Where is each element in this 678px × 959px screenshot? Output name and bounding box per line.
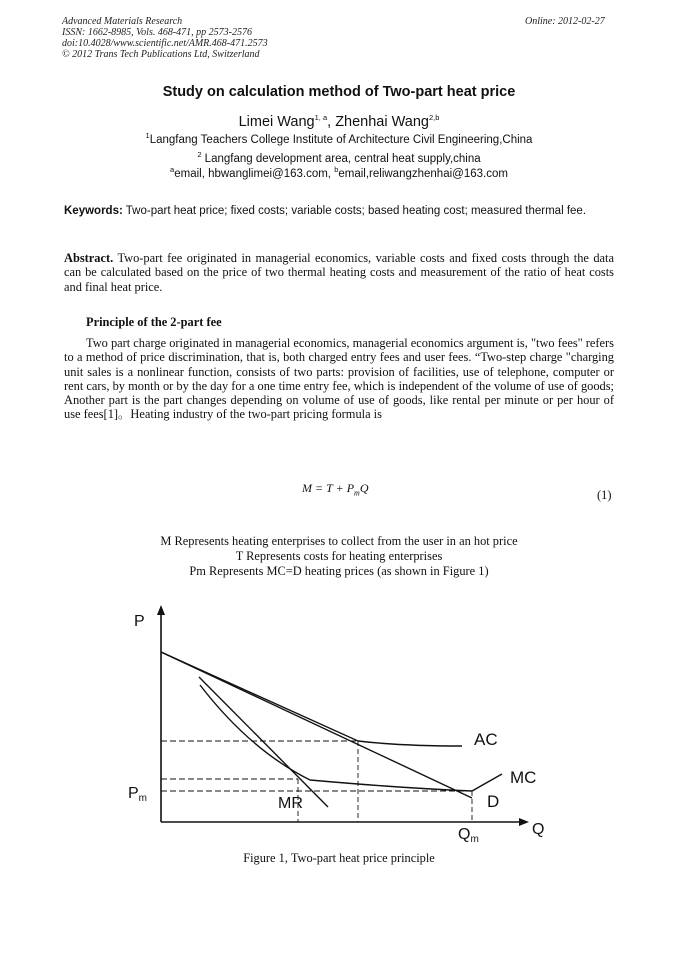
figure-chart [100,600,570,850]
affiliation-1-text: Langfang Teachers College Institute of Architecture Civil Engineering,China [149,134,533,146]
definition-m: M Represents heating enterprises to collect from the user in an hot price [160,534,518,548]
keywords [64,205,614,218]
section-heading: Principle of the 2-part fee [86,315,222,329]
d-line [161,652,472,798]
email-a-sup: a [170,165,175,175]
section-body: Two part charge originated in managerial economics, managerial economics argument is, "two fees" refers to a method of price discrimination, that is, both charged entry fees and user fees. “Two-step charge "charging unit sales is a nonlinear function, consists of two parts: provision of facilities, use of telephone, computer or rent cars, by month or by the day for a one time entry fee, which is independent of the volume of use of goods; Another part is the part changes depending on volume of use of goods, like rental per minute or per hour of use fees[1]。Heating industry of the two-part pricing formula is [64,336,614,422]
author-1: Limei Wang [238,114,315,130]
definition-pm: Pm Represents MC=D heating prices (as shown in Figure 1) [189,564,489,578]
author-2: Zhenhai Wang [335,114,429,130]
online-date: Online: 2012-02-27 [525,16,605,27]
y-axis-arrow-icon [157,605,165,615]
email-a: email, hbwanglimei@163.com, [174,168,335,180]
affiliation-2-text: Langfang development area, central heat supply,china [201,153,481,165]
email-b-sup: b [334,165,339,175]
pm-label-sub: m [138,793,148,804]
mc-label: MC [510,768,537,787]
formula-eq: = [312,481,327,495]
x-axis-label: Q [532,821,545,838]
formula-plus: + [332,481,347,495]
abstract-label: Abstract. [64,251,114,265]
formula-p: P [346,481,355,495]
formula [302,481,368,497]
qm-label [458,826,479,845]
formula-lhs: M [302,481,312,495]
pm-label-base: P [128,785,139,802]
formula-number: (1) [597,488,612,502]
email-line [0,165,678,180]
pm-label [128,785,147,804]
doi-line: doi:10.4028/www.scientific.net/AMR.468-471.2573 [62,38,268,49]
qm-label-base: Q [458,826,471,843]
author-2-sup: 2,b [428,113,440,123]
keywords-text: Two-part heat price; fixed costs; variable costs; based heating cost; measured thermal fee. [122,205,587,217]
ac-label: AC [474,730,498,749]
affiliation-1 [0,131,678,146]
affiliation-2-sup: 2 [197,150,202,160]
mr-line [199,677,328,807]
x-axis-arrow-icon [519,818,529,826]
affiliation-2 [0,150,678,165]
paper-title: Study on calculation method of Two-part heat price [162,84,516,100]
journal-name: Advanced Materials Research [62,16,183,27]
qm-label-sub: m [470,834,479,845]
formula-t: T [326,481,333,495]
d-label: D [487,792,500,811]
y-axis-label: P [134,613,145,630]
author-separator: , [327,114,336,130]
keywords-label: Keywords: [64,205,123,217]
issn-line: ISSN: 1662-8985, Vols. 468-471, pp 2573-2576 [62,27,252,38]
formula-p-sub: m [354,488,360,498]
abstract [64,251,614,294]
copyright-line: © 2012 Trans Tech Publications Ltd, Switzerland [62,49,260,60]
mr-label: MR [278,795,303,812]
affiliation-1-sup: 1 [145,131,150,141]
journal-header [62,16,268,60]
formula-q: Q [359,481,369,495]
abstract-text: Two-part fee originated in managerial economics, variable costs and fixed costs through the data can be calculated based on the price of two thermal heating costs and measurement of the ratio of heat costs and final heat price. [64,251,614,294]
ac-curve [161,652,462,746]
definition-t: T Represents costs for heating enterprises [235,549,443,563]
author-1-sup: 1, a [314,113,328,123]
author-line [0,114,678,130]
email-b: email,reliwangzhenhai@163.com [338,168,508,180]
figure-caption: Figure 1, Two-part heat price principle [243,851,435,865]
